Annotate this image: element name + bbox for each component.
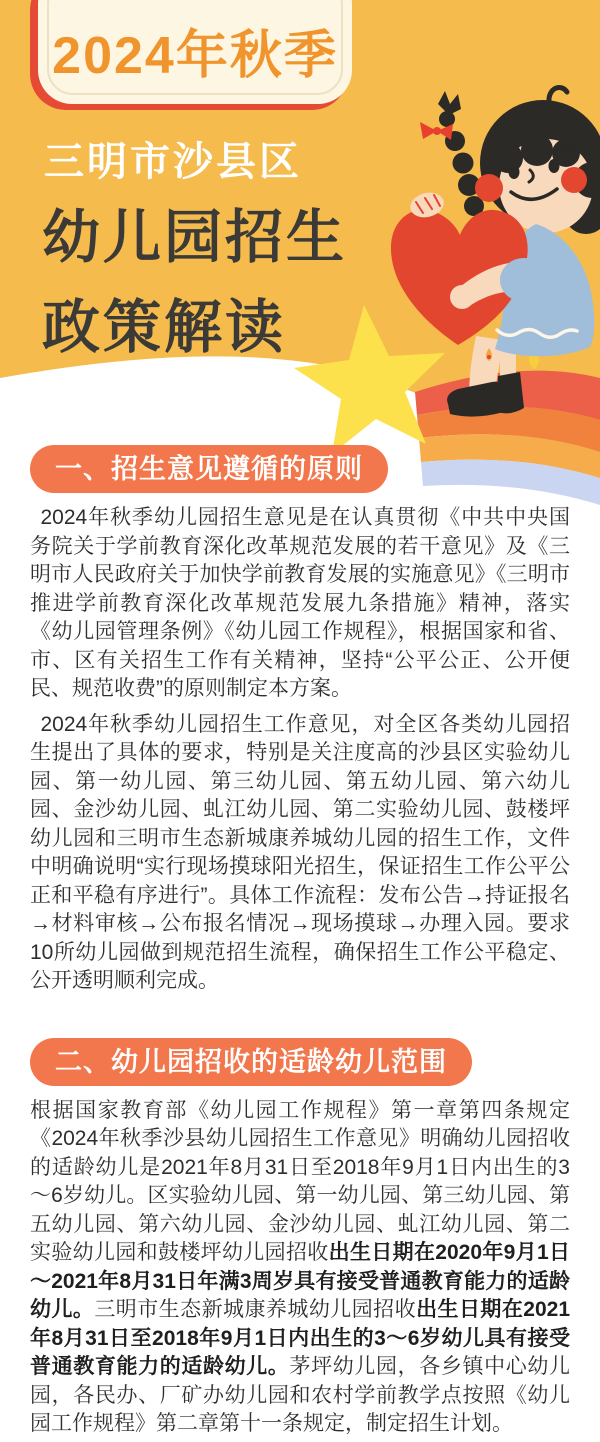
hero-title-line2: 政策解读 — [42, 295, 287, 360]
hero-subtitle: 三明市沙县区 — [44, 140, 302, 184]
badge-label: 2024年秋季 — [52, 26, 338, 85]
content-area — [0, 445, 600, 1439]
section1-paragraph-2: 2024年秋季幼儿园招生工作意见，对全区各类幼儿园招生提出了具体的要求，特别是关注度高的沙县区实验幼儿园、第一幼儿园、第三幼儿园、第五幼儿园、第六幼儿园、金沙幼儿园、虬江幼儿园、第二实验幼儿园、鼓楼坪幼儿园和三明市生态新城康养城幼儿园的招生工作，文件中明确说明“实行现场摸球阳光招生，保证招生工作公平公正和平稳有序进行”。具体工作流程：发布公告→持证报名→材料审核→公布报名情况→现场摸球→办理入园。要求10所幼儿园做到规范招生流程，确保招生工作公平稳定、公开透明顺利完成。 — [30, 712, 570, 992]
section2-paragraph: 根据国家教育部《幼儿园工作规程》第一章第四条规定《2024年秋季沙县幼儿园招生工作意见》明确幼儿园招收的适龄幼儿是2021年8月31日至2018年9月1日内出生的3～6岁幼儿。区实验幼儿园、第一幼儿园、第三幼儿园、第五幼儿园、第六幼儿园、金沙幼儿园、虬江幼儿园、第二实验幼儿园和鼓楼坪幼儿园招收出生日期在2020年9月1日～2021年8月31日年满3周岁具有接受普通教育能力的适龄幼儿。三明市生态新城康养城幼儿园招收出生日期在2021年8月31日至2018年9月1日内出生的3～6岁幼儿具有接受普通教育能力的适龄幼儿。茅坪幼儿园，各乡镇中心幼儿园，各民办、厂矿办幼儿园和农村学前教学点按照《幼儿园工作规程》第二章第十一条规定，制定招生计划。 — [30, 1098, 571, 1435]
sleeve — [500, 258, 548, 302]
section-heading-1: 一、招生意见遵循的原则 — [30, 445, 388, 493]
year-badge — [38, 0, 352, 104]
section-heading-2: 二、幼儿园招收的适龄幼儿范围 — [30, 1038, 472, 1086]
hero-title-line1: 幼儿园招生 — [42, 205, 348, 270]
section1-paragraph-1: 2024年秋季幼儿园招生意见是在认真贯彻《中共中央国务院关于学前教育深化改革规范发展的若干意见》及《三明市人民政府关于加快学前教育发展的实施意见》《三明市推进学前教育深化改革规范发展九条措施》精神，落实《幼儿园管理条例》《幼儿园工作规程》，根据国家和省、市、区有关招生工作有关精神，坚持“公平公正、公开便民、规范收费”的原则制定本方案。 — [30, 506, 570, 700]
